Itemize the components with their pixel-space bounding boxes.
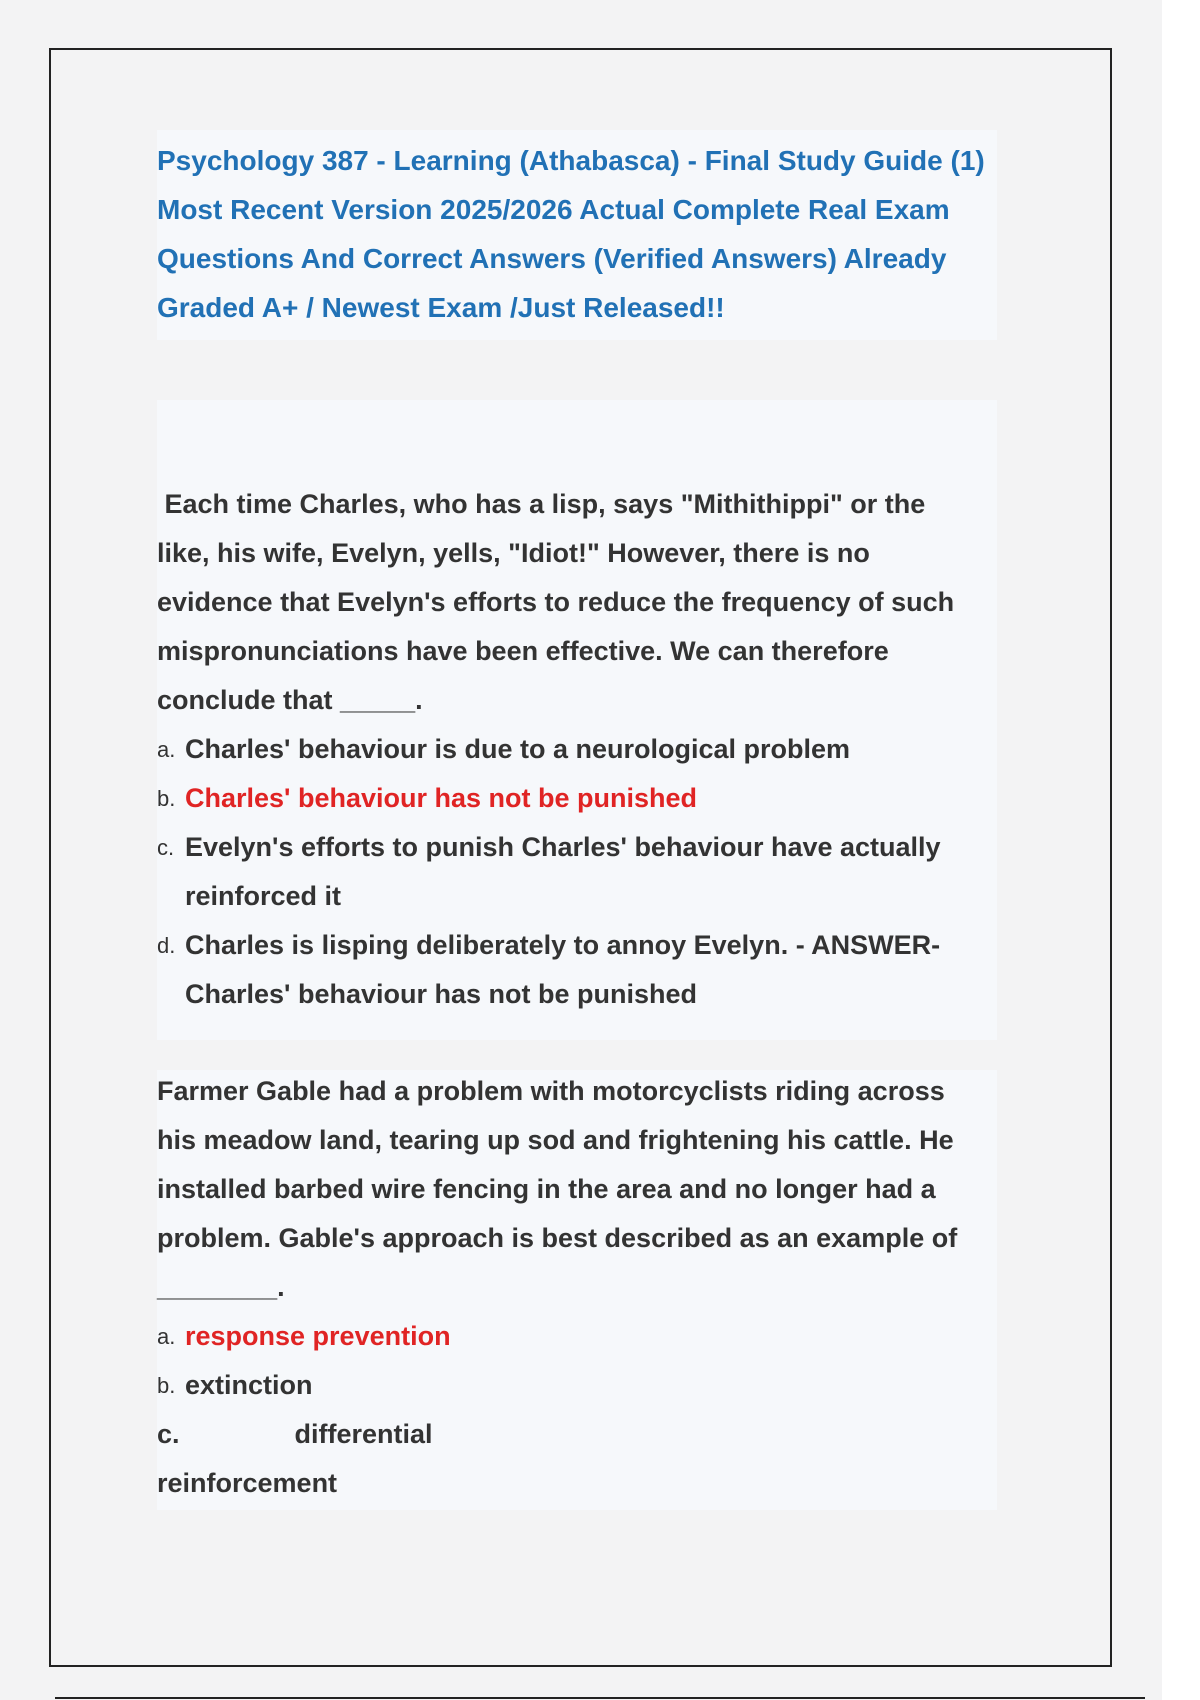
option-line: reinforced it (185, 881, 342, 911)
option-text (185, 823, 1007, 921)
stem-line: like, his wife, Evelyn, yells, "Idiot!" However, there is no (157, 538, 870, 568)
option-c (157, 1410, 1007, 1508)
bottom-rule (55, 1697, 1145, 1699)
question-2-options (157, 1312, 1007, 1508)
option-c-first-line (157, 1410, 1007, 1459)
document-title (157, 136, 1007, 332)
option-letter: a. (157, 1324, 176, 1349)
option-text: differential (294, 1419, 433, 1449)
stem-line: Each time Charles, who has a lisp, says "Mithithippi" or the (157, 489, 926, 519)
right-margin-strip (1162, 0, 1200, 1700)
option-text (185, 1312, 1007, 1361)
option-text (185, 725, 1007, 774)
option-d (157, 921, 1007, 1019)
title-line: Questions And Correct Answers (Verified Answers) Already (157, 243, 947, 274)
option-c (157, 823, 1007, 921)
option-line: response prevention (185, 1321, 451, 1351)
question-2-stem (157, 1067, 1007, 1312)
option-line: Charles' behaviour has not be punished (185, 979, 698, 1009)
option-letter: b. (157, 1373, 176, 1398)
question-1-options (157, 725, 1007, 1019)
stem-line: ________. (157, 1272, 285, 1302)
option-letter: b. (157, 786, 176, 811)
title-line: Graded A+ / Newest Exam /Just Released!! (157, 292, 725, 323)
option-line: extinction (185, 1370, 313, 1400)
option-line: Charles' behaviour has not be punished (185, 783, 698, 813)
option-line: Charles' behaviour is due to a neurological problem (185, 734, 851, 764)
option-letter: a. (157, 737, 176, 762)
title-line: Psychology 387 - Learning (Athabasca) - Final Study Guide (1) (157, 145, 985, 176)
document-content (157, 136, 1007, 1508)
option-a (157, 725, 1007, 774)
stem-line: his meadow land, tearing up sod and frightening his cattle. He (157, 1125, 954, 1155)
option-letter: c. (157, 1419, 180, 1449)
question-1 (157, 480, 1007, 1019)
option-letter: c. (157, 835, 175, 860)
question-1-stem (157, 480, 1007, 725)
option-line: reinforcement (157, 1468, 338, 1498)
stem-line: evidence that Evelyn's efforts to reduce the frequency of such (157, 587, 955, 617)
option-text (185, 1361, 1007, 1410)
option-line: Charles is lisping deliberately to annoy Evelyn. - ANSWER- (185, 930, 941, 960)
title-line: Most Recent Version 2025/2026 Actual Complete Real Exam (157, 194, 950, 225)
stem-line: Farmer Gable had a problem with motorcyclists riding across (157, 1076, 945, 1106)
option-b-correct (157, 774, 1007, 823)
option-line: Evelyn's efforts to punish Charles' behaviour have actually (185, 832, 941, 862)
stem-line: installed barbed wire fencing in the area and no longer had a (157, 1174, 936, 1204)
option-letter: d. (157, 933, 176, 958)
option-text (185, 921, 1007, 1019)
option-text (185, 774, 1007, 823)
stem-line: mispronunciations have been effective. We can therefore (157, 636, 889, 666)
question-2 (157, 1067, 1007, 1508)
option-a-correct (157, 1312, 1007, 1361)
option-b (157, 1361, 1007, 1410)
stem-line: conclude that _____. (157, 685, 423, 715)
stem-line: problem. Gable's approach is best described as an example of (157, 1223, 958, 1253)
